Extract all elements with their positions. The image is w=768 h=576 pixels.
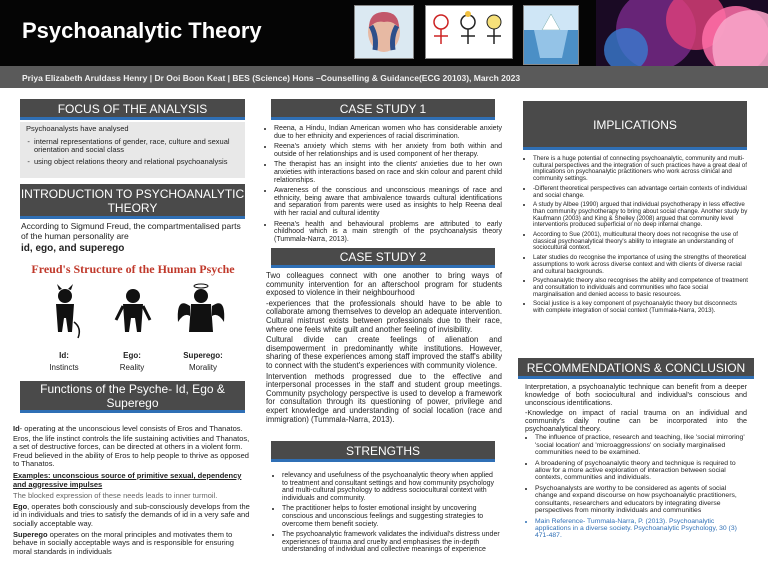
case1-item: • Reena's health and behavioural problems are attributed to early childhood which is a main strength of the psychoanalysis theory (Tummala-Narra, 2013). xyxy=(274,221,502,244)
implication-item: • There is a huge potential of connecting psychoanalytic, community and multi-cultural perspectives and the integration of such practices have a great deal of implications on psychoanalytic practitioners who work across clinical and community settings. xyxy=(533,156,748,183)
eros-text: Eros, the life instinct controls the life sustaining activities and Thanatos, a set of destructive forces, can be directed at others in a violent form. Freud believed in the ability of Eros to help people to thrive as opposed to Thanatos. xyxy=(13,433,250,469)
id-text: - operating at the unconscious level consists of Eros and Thanatos. xyxy=(19,424,243,433)
case1-heading: CASE STUDY 1 xyxy=(271,99,495,120)
intro-heading: INTRODUCTION TO PSYCHOANALYTIC THEORY xyxy=(20,184,245,219)
figure-part-name: Id: xyxy=(59,351,69,360)
figure-part-name: Superego: xyxy=(183,351,223,360)
superego-text: operates on the moral principles and motivates them to behave in socially acceptable ways and is responsible for ensuring moral standards in individuals xyxy=(13,529,234,556)
focus-item: - using object relations theory and relational psychoanalysis xyxy=(34,158,239,167)
case1-item: • Reena, a Hindu, Indian American women who has considerable anxiety due to her ethnicity and experiences of racial discrimination. xyxy=(274,125,502,140)
figure-part-desc: Morality xyxy=(188,363,217,372)
implication-item: • Psychoanalytic theory also recognises the ability and competence of treatment and consultation to individuals and communities who face social marginalisation and denied access to basic resources. xyxy=(533,278,748,298)
ego-text: , operates both consciously and sub-consciously develops from the id in individuals and tries to satisfy the demands of id in a very safe and socially acceptable way. xyxy=(13,501,250,528)
poster-title: Psychoanalytic Theory xyxy=(22,18,262,43)
figure-title: Freud's Structure of the Human Psyche xyxy=(31,262,235,276)
case1-item: • Awareness of the conscious and unconscious meanings of race and ethnicity, being aware that ambivalence towards cultural identifications and separation from parents were used as insights to help Reena deal with her racial and cultural identity xyxy=(274,187,502,217)
brain-head-image xyxy=(354,5,414,59)
case2-para: Intervention methods progressed due to the effective and interpersonal processes in the staff and student group meetings. Community psychology perspective is used to develop a framework for consultation through its questioning of power, privilege and expert knowledge and understanding of social location (race and immigration) (Tummala-Narra, 2013). xyxy=(266,371,502,424)
author-bar xyxy=(0,66,768,88)
superego-label: Superego xyxy=(13,529,48,539)
implication-item: • A study by Albee (1990) argued that individual psychotherapy in less effective than community psychotherapy to bring about social change. Another study by Kaufmann (2003) and King & Shelley (2008) argued that community level interventions produced superficial or no deep internal change. xyxy=(533,202,748,229)
ego-person-icon xyxy=(116,289,150,332)
iceberg-image xyxy=(523,5,579,65)
main-reference: • Main Reference- Tummala-Narra, P. (2013). Psychoanalytic applications in a diverse society. Psychoanalytic Psychology, 30 (3) 471-487. xyxy=(535,518,747,540)
poster-header xyxy=(0,0,768,66)
recommendations-body xyxy=(525,383,747,543)
examples-text: Examples: unconscious source of primitive sexual, dependency and aggressive impulses xyxy=(13,470,242,489)
strengths-body xyxy=(272,472,500,557)
recommendation-item: • Psychoanalysts are worthy to be considered as agents of social change and expand discourse on how psychoanalytic practitioners, consultants, researchers and educators by integrating diverse perspectives from minority individuals and communities xyxy=(535,485,747,515)
figure-part-id xyxy=(42,350,86,374)
focus-body xyxy=(20,122,245,178)
figure-part-name: Ego: xyxy=(123,351,141,360)
cartoon-figures-image xyxy=(425,5,513,59)
recommendation-para: -Knowledge on impact of racial trauma on an individual and community's daily routine can be incorporated into the psychoanalytical theory. xyxy=(525,407,747,433)
focus-item: - internal representations of gender, race, culture and sexual orientation and social class xyxy=(34,138,239,155)
implication-item: • According to Sue (2001), multicultural theory does not recognise the use of classical psychoanalytical theory's ability to integrate an understanding of sociocultural context. xyxy=(533,232,748,252)
recommendation-para: Interpretation, a psychoanalytic technique can benefit from a deeper knowledge of both sociocultural and individual's conscious and unconscious identifications. xyxy=(525,382,747,407)
case1-item: • Reena's anxiety which stems with her anxiety from both within and outside of her relationships and is used component of her therapy. xyxy=(274,143,502,158)
strengths-heading: STRENGTHS xyxy=(271,441,495,462)
intro-bold: id, ego, and superego xyxy=(21,243,125,254)
ego-label: Ego xyxy=(13,501,28,511)
case2-para: Cultural divide can create feelings of alienation and disempowerment in predominantly white institutions. However, sharing of these experiences among staff improved the staff's ability to connect with the student's experiences with community violence. xyxy=(266,335,502,370)
case2-para: -experiences that the professionals should have to be able to collaborate among themselves to develop an adequate intervention. Cultural mistrust exists between professionals due to their race, where one feels white guilt and another feeling of invisibility. xyxy=(266,298,502,334)
strength-item: • The psychoanalytic framework validates the individual's distress under experiences of trauma and cruelty and emphasises the in-depth understanding of individual and collective meanings of experience xyxy=(282,531,500,554)
recommendation-item: • The influence of practice, research and teaching, like 'social mirroring' 'social location' and 'microaggressions' on socially marginalised communities need to be examined. xyxy=(535,434,747,456)
recommendation-item: • A broadening of psychoanalytic theory and technique is required to allow for a more active exploration of interaction between social contexts, communities and individuals. xyxy=(535,460,747,482)
intro-text: According to Sigmund Freud, the compartmentalised parts of the human personality are xyxy=(21,221,241,241)
figure-part-desc: Instincts xyxy=(49,363,79,372)
figure-part-ego xyxy=(110,350,154,374)
strength-item: • The practitioner helps to foster emotional insight by uncovering conscious and unconscious feelings and suggesting strategies to overcome them benefit society. xyxy=(282,505,500,528)
id-label: Id xyxy=(13,424,20,433)
case2-body xyxy=(266,272,502,426)
intro-body xyxy=(21,222,243,257)
focus-intro: Psychoanalysts have analysed xyxy=(26,124,129,133)
implication-item: • Social justice is a key component of psychoanalytic theory but disconnects with complete integration of social context (Tummala-Narra, 2013). xyxy=(533,301,748,314)
recommendations-heading: RECOMMENDATIONS & CONCLUSION xyxy=(518,358,754,379)
implications-heading: IMPLICATIONS xyxy=(523,101,747,150)
colorful-head-profile-image xyxy=(596,0,768,66)
id-devil-icon xyxy=(56,284,79,338)
figure-part-superego xyxy=(178,350,228,374)
implication-item: • -Different theoretical perspectives can advantage certain contexts of individual and social change. xyxy=(533,186,748,199)
case1-body xyxy=(264,125,502,246)
superego-angel-icon xyxy=(178,284,225,332)
case1-item: • The therapist has an insight into the clients' anxieties due to her own anxieties with interactions based on race and skin colour and parent child relationships. xyxy=(274,161,502,184)
functions-heading: Functions of the Psyche- Id, Ego & Superego xyxy=(20,381,245,413)
psyche-figure xyxy=(22,260,244,378)
figure-part-desc: Reality xyxy=(119,363,145,372)
case2-para: Two colleagues connect with one another to bring ways of community intervention for an afterschool program for students exposed to violence in their neighbourhood xyxy=(266,271,502,298)
case2-heading: CASE STUDY 2 xyxy=(271,248,495,268)
functions-body xyxy=(13,425,253,558)
strength-item: • relevancy and usefulness of the psychoanalytic theory when applied to treatment and consultant settings and how community psychology and multi-cultural psychology to address sociocultural context with individuals and community. xyxy=(282,472,500,502)
focus-heading: FOCUS OF THE ANALYSIS xyxy=(20,99,245,120)
author-line: Priya Elizabeth Aruldass Henry | Dr Ooi Boon Keat | BES (Science) Hons –Counselling & Guidance(ECG 20103), March 2023 xyxy=(22,73,521,83)
blocked-text: The blocked expression of these needs leads to inner turmoil. xyxy=(13,491,218,501)
psyche-silhouettes xyxy=(40,282,226,346)
implications-body xyxy=(524,156,748,318)
implication-item: • Later studies do recognise the importance of using the strengths of theoretical assumptions to work across diverse context and with clients of diverse racial and cultural backgrounds. xyxy=(533,255,748,275)
